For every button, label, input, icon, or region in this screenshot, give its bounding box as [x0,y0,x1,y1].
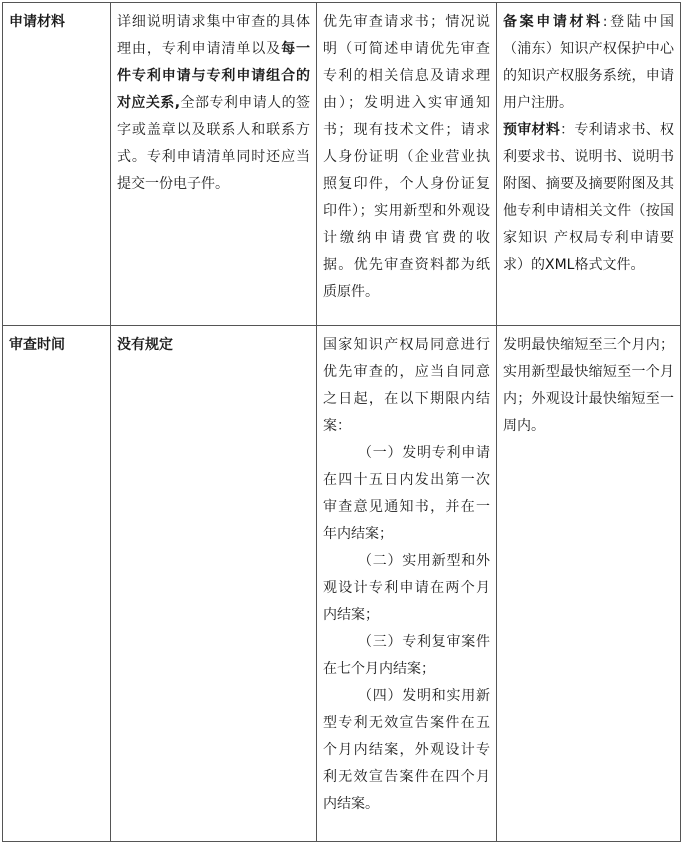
comparison-table [2,2,681,842]
row-label-materials: 申请材料 [3,3,111,326]
cell-text-pre: 详细说明请求集中审查的具体理由，专利申请清单以及 [117,14,310,57]
filing-materials-text: :登陆中国（浦东）知识产权保护中心的知识产权服务系统，申请用户注册。 [503,14,675,111]
row-label-exam-time: 审查时间 [3,326,111,842]
exam-time-item: （一）发明专利申请在四十五日内发出第一次审查意见通知书，并在一年内结案； [323,445,490,542]
pre-exam-materials-heading: 预审材料 [503,122,561,138]
cell-exam-time-priority [317,326,497,842]
exam-time-item: （三）专利复审案件在七个月内结案； [323,634,490,677]
cell-text-post: 全部专利申请人的签字或盖章以及联系人和联系方式。专利申请清单同时还应当提交一份电子件。 [117,95,311,192]
cell-materials-fasttrack [497,3,681,326]
table-row-materials [3,3,681,326]
table-row-exam-time [3,326,681,842]
exam-time-item: （四）发明和实用新型专利无效宣告案件在五个月内结案，外观设计专利无效宣告案件在四个月内结案。 [323,688,490,812]
cell-materials-priority: 优先审查请求书；情况说明（可简述申请优先审查专利的相关信息及请求理由）；发明进入实审通知书；现有技术文件；请求人身份证明（企业营业执照复印件，个人身份证复印件）；实用新型和外观设计缴纳申请费官费的收据。优先审查资料都为纸质原件。 [317,3,497,326]
exam-time-item: （二）实用新型和外观设计专利申请在两个月内结案； [323,553,490,623]
cell-exam-time-fasttrack: 发明最快缩短至三个月内；实用新型最快缩短至一个月内；外观设计最快缩短至一周内。 [497,326,681,842]
pre-exam-materials-text: ：专利请求书、权利要求书、说明书、说明书附图、摘要及摘要附图及其他专利申请相关文件（按国家知识 产权局专利申请要求）的XML格式文件。 [503,122,675,273]
cell-exam-time-centralized: 没有规定 [111,326,317,842]
cell-text-bold: 每一件专利申请与专利申请组合的对应关系, [117,41,311,111]
filing-materials-heading: 备案申请材料 [503,14,603,30]
exam-time-intro: 国家知识产权局同意进行优先审查的，应当自同意之日起，在以下期限内结案： [323,337,490,434]
cell-materials-centralized [111,3,317,326]
